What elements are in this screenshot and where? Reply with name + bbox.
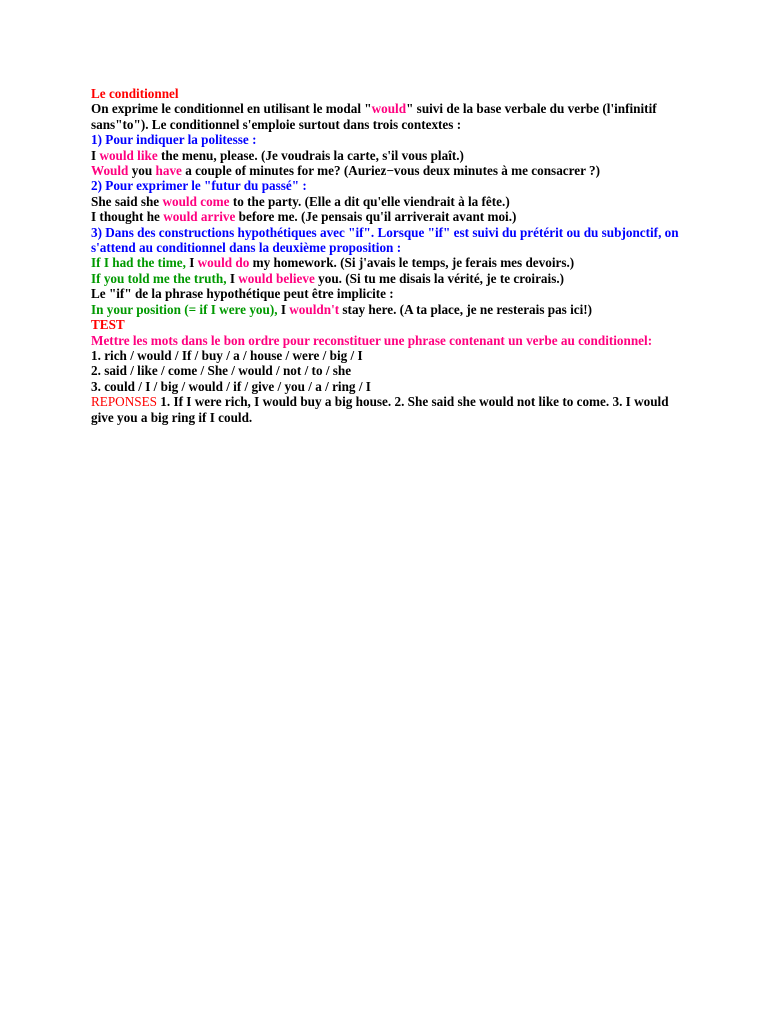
example-text: I <box>91 147 100 163</box>
example-text: I <box>277 301 290 317</box>
section3-example2 <box>91 271 691 286</box>
example-text: the menu, please. (Je voudrais la carte, s'il vous plaît.) <box>157 147 464 163</box>
modal-word: would <box>371 101 407 117</box>
section2-example1 <box>91 194 691 209</box>
section1-example1 <box>91 148 691 163</box>
example-text: I <box>226 270 239 286</box>
conditional-verb: would do <box>197 255 250 271</box>
section3-example3 <box>91 302 691 317</box>
test-item: 1. rich / would / If / buy / a / house / were / big / I <box>91 347 363 363</box>
intro-text-1: On exprime le conditionnel en utilisant le modal " <box>91 101 372 117</box>
section2-heading: 2) Pour exprimer le "futur du passé" : <box>91 178 307 194</box>
conditional-verb: would like <box>99 147 158 163</box>
answers-label: REPONSES <box>91 394 157 410</box>
example-text: She said she <box>91 193 163 209</box>
test-item: 2. said / like / come / She / would / not / to / she <box>91 363 352 379</box>
conditional-verb: have <box>155 163 182 179</box>
example-text: you <box>128 163 156 179</box>
intro-text-2: " suivi de la base verbale du verbe (l'infinitif sans"to"). Le conditionnel s'emploie surtout dans trois contextes : <box>91 101 657 132</box>
section3-heading: 3) Dans des constructions hypothétiques avec "if". Lorsque "if" est suivi du prétérit ou du subjonctif, on <box>91 224 679 240</box>
example-text: my homework. (Si j'avais le temps, je ferais mes devoirs.) <box>249 255 575 271</box>
section3-example1 <box>91 255 691 270</box>
example-text: stay here. (A ta place, je ne resterais pas ici!) <box>339 301 593 317</box>
section3-heading-continued: s'attend au conditionnel dans la deuxième proposition : <box>91 240 402 256</box>
example-text: to the party. (Elle a dit qu'elle viendrait à la fête.) <box>229 193 510 209</box>
document-body <box>91 86 691 425</box>
example-text: I <box>185 255 198 271</box>
conditional-verb: would arrive <box>163 209 236 225</box>
answers-text: 1. If I were rich, I would buy a big house. 2. She said she would not like to come. 3. I would give you a big ring if I could. <box>91 394 669 425</box>
conditional-verb: would believe <box>238 270 315 286</box>
example-text: I thought he <box>91 209 164 225</box>
condition-clause: In your position (= if I were you), <box>91 301 278 317</box>
conditional-verb: wouldn't <box>289 301 340 317</box>
test-instruction: Mettre les mots dans le bon ordre pour reconstituer une phrase contenant un verbe au conditionnel: <box>91 332 653 348</box>
conditional-verb: Would <box>91 163 129 179</box>
section1-example2 <box>91 163 691 178</box>
answers-paragraph <box>91 394 691 425</box>
section1-heading: 1) Pour indiquer la politesse : <box>91 132 257 148</box>
page-title: Le conditionnel <box>91 86 179 101</box>
condition-clause: If I had the time, <box>91 255 186 271</box>
example-text: a couple of minutes for me? (Auriez−vous deux minutes à me consacrer ?) <box>181 163 601 179</box>
example-text: before me. (Je pensais qu'il arriverait avant moi.) <box>235 209 517 225</box>
test-item: 3. could / I / big / would / if / give / you / a / ring / I <box>91 378 371 394</box>
test-label: TEST <box>91 317 125 333</box>
intro-paragraph <box>91 101 691 132</box>
section3-note: Le "if" de la phrase hypothétique peut être implicite : <box>91 286 394 302</box>
conditional-verb: would come <box>162 193 230 209</box>
condition-clause: If you told me the truth, <box>91 270 227 286</box>
example-text: you. (Si tu me disais la vérité, je te croirais.) <box>314 270 565 286</box>
section2-example2 <box>91 209 691 224</box>
